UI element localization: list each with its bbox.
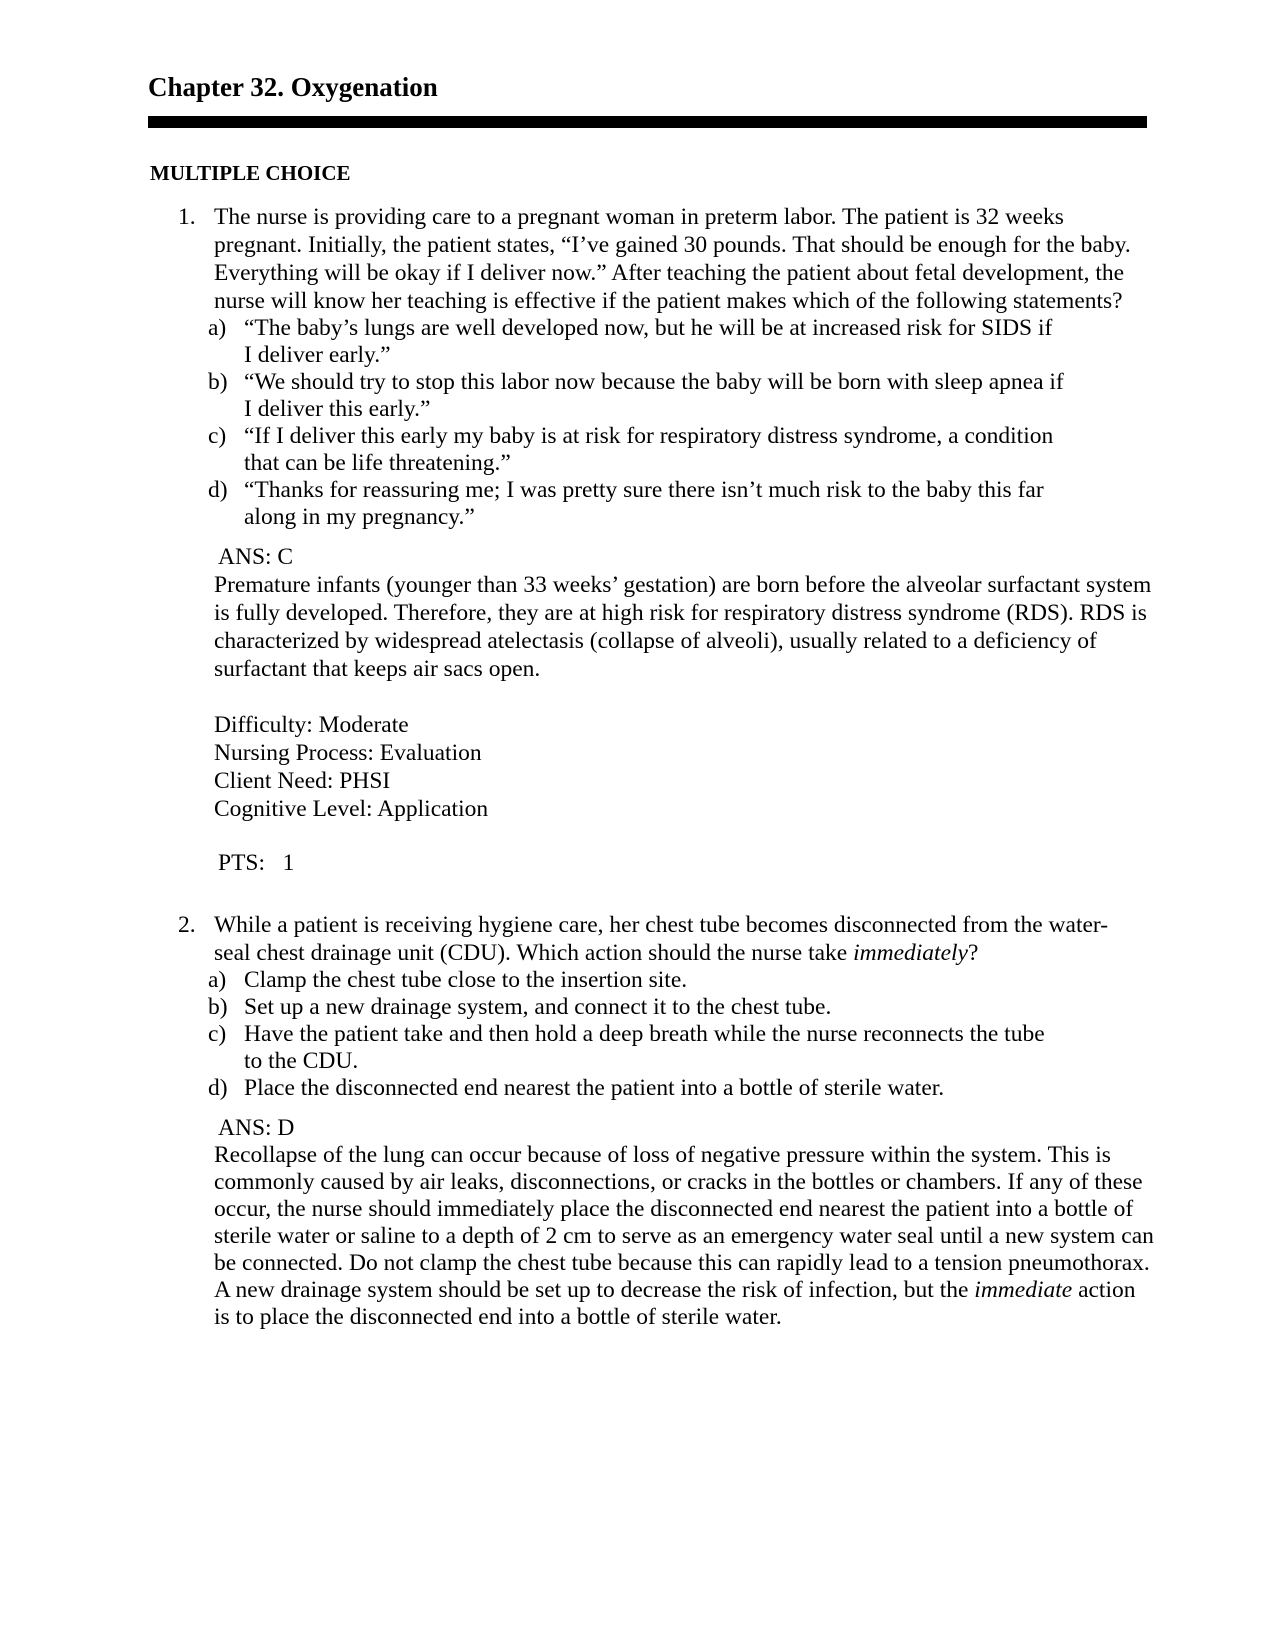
option-letter: b) bbox=[208, 369, 228, 395]
option-c bbox=[208, 1021, 1148, 1075]
option-letter: b) bbox=[208, 994, 228, 1020]
option-list bbox=[148, 315, 1148, 531]
answer-label: ANS: D bbox=[218, 1115, 295, 1141]
stem-end: ? bbox=[967, 940, 979, 966]
option-letter: c) bbox=[208, 423, 227, 449]
option-text: Set up a new drainage system, and connect it to the chest tube. bbox=[244, 994, 832, 1020]
option-d bbox=[208, 477, 1148, 531]
option-text: Clamp the chest tube close to the insertion site. bbox=[244, 967, 688, 993]
option-list bbox=[148, 967, 1148, 1102]
option-b bbox=[208, 994, 1148, 1021]
option-c bbox=[208, 423, 1148, 477]
section-title: MULTIPLE CHOICE bbox=[150, 161, 351, 185]
option-a bbox=[208, 315, 1148, 369]
question-number: 2. bbox=[178, 912, 196, 938]
option-b bbox=[208, 369, 1148, 423]
option-letter: c) bbox=[208, 1021, 227, 1047]
answer-label: ANS: C bbox=[218, 544, 294, 570]
option-text: Have the patient take and then hold a deep breath while the nurse reconnects the tube to the CDU. bbox=[244, 1021, 1045, 1074]
option-text: “We should try to stop this labor now because the baby will be born with sleep apnea if I deliver this early.” bbox=[244, 369, 1064, 422]
option-letter: a) bbox=[208, 967, 227, 993]
question-stem bbox=[214, 911, 1144, 967]
option-text: “Thanks for reassuring me; I was pretty sure there isn’t much risk to the baby this far along in my pregnancy.” bbox=[244, 477, 1044, 530]
option-letter: d) bbox=[208, 477, 228, 503]
answer-block bbox=[214, 543, 1154, 877]
option-letter: d) bbox=[208, 1075, 228, 1101]
option-text: Place the disconnected end nearest the patient into a bottle of sterile water. bbox=[244, 1075, 945, 1101]
nursing-process: Nursing Process: Evaluation bbox=[214, 740, 482, 766]
question-2 bbox=[148, 911, 1154, 1331]
cognitive-level: Cognitive Level: Application bbox=[214, 796, 489, 822]
option-a bbox=[208, 967, 1148, 994]
stem-text: While a patient is receiving hygiene care, her chest tube becomes disconnected from the water-seal chest drainage unit (CDU). Which action should the nurse take bbox=[214, 912, 1109, 966]
option-text: “The baby’s lungs are well developed now, but he will be at increased risk for SIDS if I deliver early.” bbox=[244, 315, 1053, 368]
option-d bbox=[208, 1075, 1148, 1102]
difficulty: Difficulty: Moderate bbox=[214, 712, 409, 738]
rationale: Premature infants (younger than 33 weeks’ gestation) are born before the alveolar surfactant system is fully developed. Therefore, they are at high risk for respiratory distress syndrome (RDS). RDS is characterized by widespread atelectasis (collapse of alveoli), usually related to a deficiency of surfactant that keeps air sacs open. bbox=[214, 572, 1152, 682]
rationale-end: action is to place the disconnected end into a bottle of sterile water. bbox=[214, 1277, 1136, 1330]
client-need: Client Need: PHSI bbox=[214, 768, 391, 794]
rationale-emphasis: immediate bbox=[974, 1277, 1073, 1303]
rationale-text: Recollapse of the lung can occur because of loss of negative pressure within the system. This is commonly caused by air leaks, disconnections, or cracks in the bottles or chambers. If any of these occur, the nurse should immediately place the disconnected end nearest the patient into a bottle of sterile water or saline to a depth of 2 cm to serve as an emergency water seal until a new system can be connected. Do not clamp the chest tube because this can rapidly lead to a tension pneumothorax. A new drainage system should be set up to decrease the risk of infection, but the bbox=[214, 1142, 1154, 1303]
option-text: “If I deliver this early my baby is at risk for respiratory distress syndrome, a condition that can be life threatening.” bbox=[244, 423, 1054, 476]
answer-block bbox=[214, 1114, 1154, 1331]
stem-emphasis: immediately bbox=[853, 940, 968, 966]
metadata-block bbox=[214, 711, 1154, 823]
rationale bbox=[214, 1142, 1154, 1331]
title-rule bbox=[148, 116, 1147, 128]
question-stem: The nurse is providing care to a pregnant woman in preterm labor. The patient is 32 weeks pregnant. Initially, the patient states, “I’ve gained 30 pounds. That should be enough for the baby. Everything will be okay if I deliver now.” After teaching the patient about fetal development, the nurse will know her teaching is effective if the patient makes which of the following statements? bbox=[214, 204, 1131, 314]
points: PTS: 1 bbox=[218, 850, 295, 876]
option-letter: a) bbox=[208, 315, 227, 341]
chapter-title: Chapter 32. Oxygenation bbox=[148, 72, 438, 102]
question-1 bbox=[148, 203, 1152, 877]
question-number: 1. bbox=[178, 204, 196, 230]
